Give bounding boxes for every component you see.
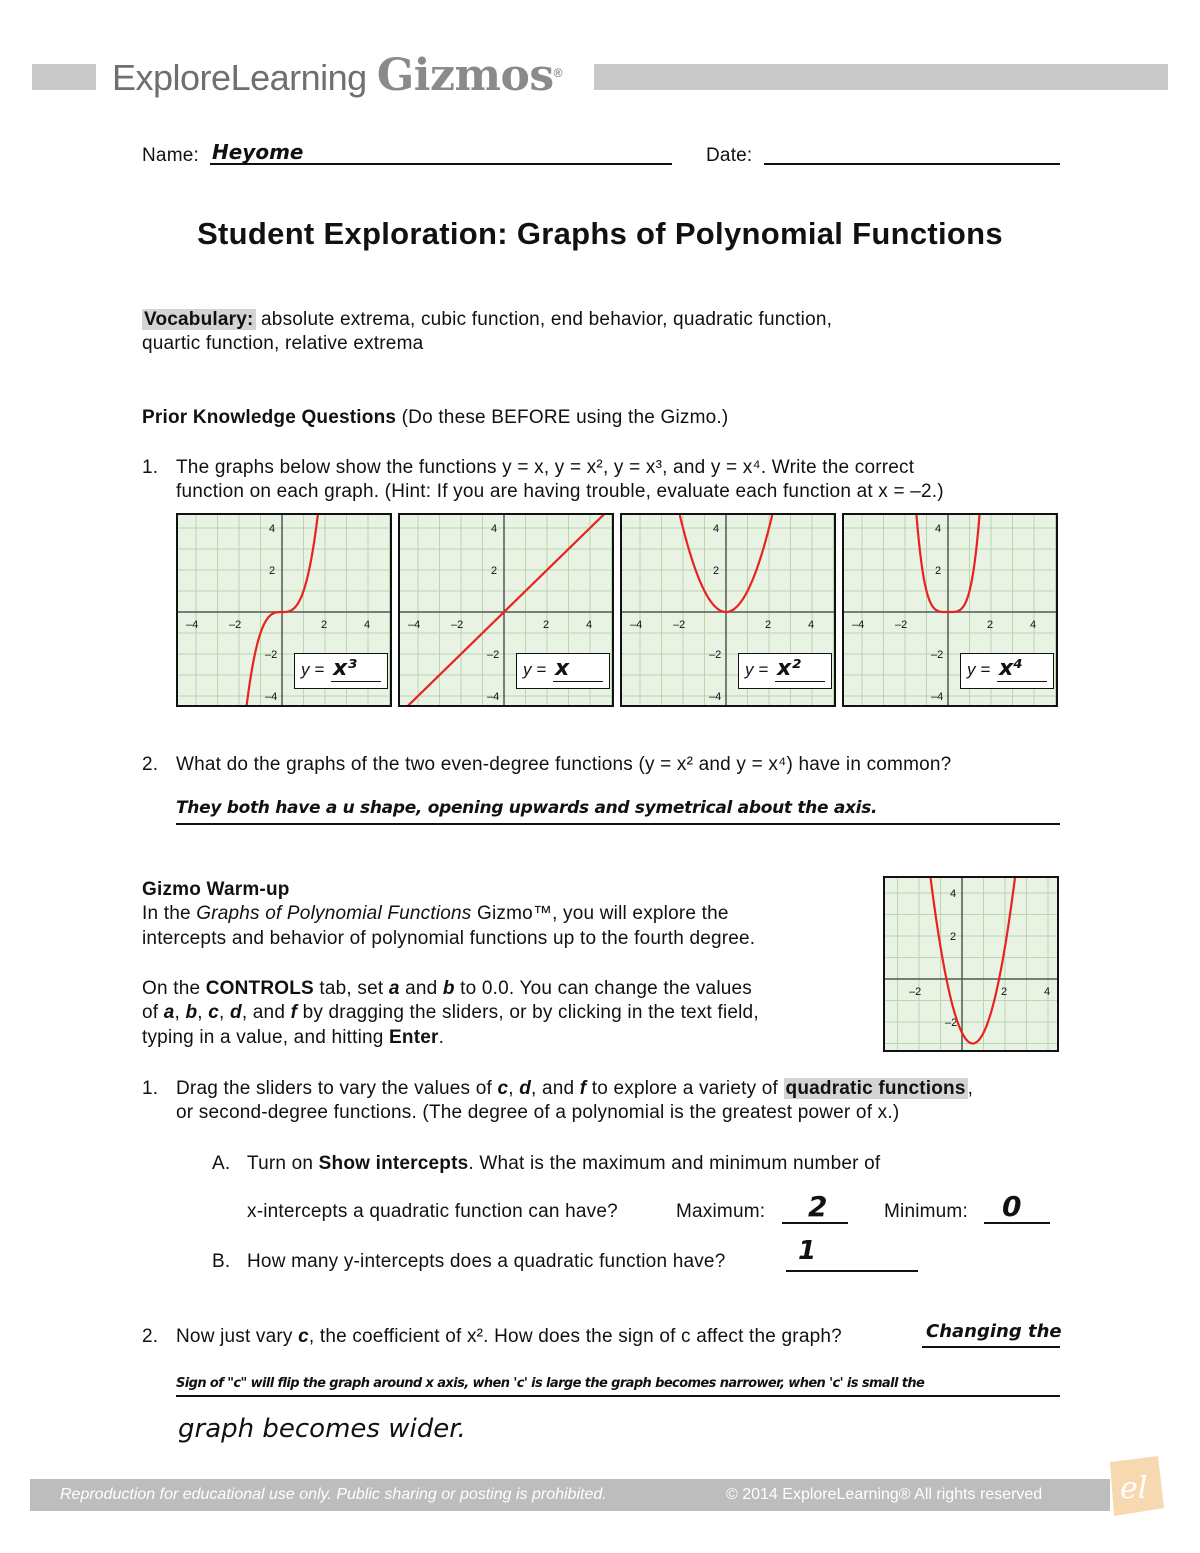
min-label: Minimum: <box>884 1201 968 1222</box>
answer-box <box>738 653 832 689</box>
gizmo-name: Graphs of Polynomial Functions <box>196 903 472 924</box>
wq2-line2 <box>176 1395 1060 1397</box>
explorelearning-logo-icon <box>1100 1452 1168 1520</box>
q1-num: 1. <box>142 457 159 478</box>
vocab-line1: absolute extrema, cubic function, end behavior, quadratic function, <box>255 309 833 330</box>
tick-label: 4 <box>1030 619 1037 631</box>
var-c: c <box>208 1002 220 1023</box>
wq1-line2: or second-degree functions. (The degree of a polynomial is the greatest power of x.) <box>176 1102 900 1123</box>
wq1-num: 1. <box>142 1078 159 1099</box>
wq1-b: to explore a variety of <box>586 1078 784 1099</box>
tick-label: 4 <box>713 523 720 535</box>
tick-label: 2 <box>321 619 328 631</box>
var-a-2: a <box>163 1002 175 1023</box>
quadratic-highlight: quadratic functions <box>785 1078 966 1099</box>
tick-label: –2 <box>709 649 722 661</box>
p2-and: and <box>399 978 443 999</box>
qB-letter: B. <box>212 1251 231 1272</box>
answer-label: y = <box>967 660 991 679</box>
p2-a: On the <box>142 978 206 999</box>
brand-gizmos: Gizmos <box>376 50 554 101</box>
tick-label: 2 <box>543 619 550 631</box>
var-d: d <box>230 1002 242 1023</box>
answer-box <box>516 653 610 689</box>
answer-value: x <box>555 656 570 681</box>
qB-line <box>786 1270 918 1272</box>
tick-label: 2 <box>269 565 276 577</box>
graph-panel <box>398 513 614 707</box>
tick-label: –2 <box>673 619 686 631</box>
var-b: b <box>442 978 455 999</box>
tick-label: –4 <box>709 691 722 703</box>
answer-value: x³ <box>333 656 357 681</box>
qB-text: How many y-intercepts does a quadratic function have? <box>247 1251 726 1272</box>
warmup-graph-svg <box>885 878 1057 1050</box>
name-value: Heyome <box>212 140 304 164</box>
tick-label: –4 <box>265 691 278 703</box>
name-label: Name: <box>142 145 199 166</box>
header-bar-left <box>32 64 96 90</box>
answer-box <box>960 653 1054 689</box>
wq2-answer-l2: Sign of "c" will flip the graph around x axis, when 'c' is large the graph becomes narrower, when 'c' is small the <box>176 1376 925 1391</box>
q2-answer: They both have a u shape, opening upwards and symetrical about the axis. <box>176 798 878 818</box>
header-bar-right <box>594 64 1168 90</box>
tick-label: –2 <box>487 649 500 661</box>
var-a: a <box>388 978 400 999</box>
var-b-2: b <box>185 1002 198 1023</box>
prior-note: (Do these BEFORE using the Gizmo.) <box>396 407 729 428</box>
brand-explore: ExploreLearning <box>112 57 367 98</box>
qA-c: . What is the maximum and minimum number of <box>468 1153 881 1174</box>
tick-label: 2 <box>491 565 498 577</box>
date-label: Date: <box>706 145 753 166</box>
p2-d: to 0.0. You can change the values <box>454 978 752 999</box>
tick-label: –2 <box>265 649 278 661</box>
enter-word: Enter <box>389 1027 439 1048</box>
min-line <box>984 1222 1050 1224</box>
wq1-d: d <box>519 1078 532 1099</box>
wq1-a: Drag the sliders to vary the values of <box>176 1078 498 1099</box>
tick-label: –2 <box>931 649 944 661</box>
answer-label: y = <box>523 660 547 679</box>
answer-box <box>294 653 388 689</box>
tick-label: 4 <box>808 619 815 631</box>
wq1-f: f <box>579 1078 587 1099</box>
tick-label: –2 <box>909 986 922 998</box>
wq2-line1 <box>922 1346 1060 1348</box>
controls-word: CONTROLS <box>205 978 314 999</box>
tick-label: 4 <box>935 523 942 535</box>
vocab-label: Vocabulary: <box>144 309 254 330</box>
warmup-p1-c: Gizmo™, you will explore the <box>471 903 729 924</box>
graph-panel <box>842 513 1058 707</box>
warmup-p2-line1 <box>142 977 752 1001</box>
tick-label: 2 <box>1001 986 1008 998</box>
max-line <box>782 1222 848 1224</box>
answer-underline <box>331 681 381 682</box>
tick-label: 2 <box>987 619 994 631</box>
q2-num: 2. <box>142 754 159 775</box>
wq2-c: c <box>298 1326 309 1347</box>
q2-answer-line <box>176 823 1060 825</box>
var-f: f <box>290 1002 298 1023</box>
wq2-answer-l3: graph becomes wider. <box>178 1414 466 1444</box>
reg-mark: ® <box>553 66 562 80</box>
qA-line1 <box>247 1152 880 1176</box>
wq2-a: Now just vary <box>176 1326 299 1347</box>
q1-line1: The graphs below show the functions y = x, y = x², y = x³, and y = x⁴. Write the correct <box>176 457 915 478</box>
wq2-text <box>176 1325 842 1349</box>
p2-c: tab, set <box>313 978 389 999</box>
tick-label: 2 <box>950 931 957 943</box>
graph-panel <box>176 513 392 707</box>
footer-copyright: © 2014 ExploreLearning® All rights reserved <box>726 1486 1043 1503</box>
name-line <box>210 163 672 165</box>
tick-label: –2 <box>895 619 908 631</box>
graph-panel <box>620 513 836 707</box>
answer-underline <box>997 681 1047 682</box>
qA-a: Turn on <box>247 1153 319 1174</box>
wq2-rest: , the coefficient of x². How does the sign of c affect the graph? <box>308 1326 842 1347</box>
warmup-graph-panel <box>883 876 1059 1052</box>
wq2-num: 2. <box>142 1326 159 1347</box>
tick-label: –4 <box>408 619 421 631</box>
p2l3-c: . <box>438 1027 445 1048</box>
date-line <box>764 163 1060 165</box>
vocabulary <box>142 308 832 332</box>
max-answer: 2 <box>808 1190 828 1223</box>
tick-label: 4 <box>586 619 593 631</box>
wq2-answer-l1: Changing the <box>926 1321 1062 1342</box>
wq1-c: c <box>497 1078 509 1099</box>
tick-label: –4 <box>852 619 865 631</box>
tick-label: 2 <box>713 565 720 577</box>
tick-label: –2 <box>451 619 464 631</box>
svg-text:el: el <box>1120 1471 1148 1506</box>
answer-value: x⁴ <box>999 656 1023 681</box>
warmup-p1-line2: intercepts and behavior of polynomial functions up to the fourth degree. <box>142 928 756 949</box>
tick-label: –2 <box>945 1017 958 1029</box>
p2l2-rest: by dragging the sliders, or by clicking in the text field, <box>297 1002 759 1023</box>
answer-label: y = <box>301 660 325 679</box>
answer-value: x² <box>777 656 801 681</box>
warmup-p1-line1 <box>142 902 729 926</box>
tick-label: 4 <box>950 888 957 900</box>
tick-label: –4 <box>186 619 199 631</box>
tick-label: 2 <box>935 565 942 577</box>
tick-label: 4 <box>491 523 498 535</box>
footer-notice: Reproduction for educational use only. Public sharing or posting is prohibited. <box>60 1486 607 1503</box>
answer-label: y = <box>745 660 769 679</box>
warmup-p2-line3 <box>142 1026 444 1050</box>
page-title: Student Exploration: Graphs of Polynomial Functions <box>197 216 1003 251</box>
brand-logo <box>112 50 562 101</box>
p2l3-a: typing in a value, and hitting <box>142 1027 390 1048</box>
min-answer: 0 <box>1002 1190 1022 1223</box>
p2l2-of: of <box>142 1002 164 1023</box>
answer-underline <box>553 681 603 682</box>
qA-letter: A. <box>212 1153 231 1174</box>
tick-label: 4 <box>269 523 276 535</box>
tick-label: –2 <box>229 619 242 631</box>
q1-line2: function on each graph. (Hint: If you are having trouble, evaluate each function at x = –2.) <box>176 481 944 502</box>
prior-heading <box>142 406 728 430</box>
vocab-line2: quartic function, relative extrema <box>142 333 424 354</box>
tick-label: 4 <box>1044 986 1051 998</box>
warmup-p1-a: In the <box>142 903 197 924</box>
tick-label: –4 <box>630 619 643 631</box>
prior-title: Prior Knowledge Questions <box>142 407 397 428</box>
max-label: Maximum: <box>676 1201 766 1222</box>
function-curve <box>885 878 1057 1043</box>
wq1-line1: Drag the sliders to vary the values of c, d, and f to explore a variety of quadratic functions , <box>176 1078 974 1099</box>
tick-label: 2 <box>765 619 772 631</box>
warmup-heading: Gizmo Warm-up <box>142 879 290 900</box>
warmup-p2-line2: of a, b, c, d, and f by dragging the sliders, or by clicking in the text field, <box>142 1002 759 1023</box>
function-curve <box>622 515 834 612</box>
tick-label: –4 <box>487 691 500 703</box>
answer-underline <box>775 681 825 682</box>
show-intercepts: Show intercepts <box>318 1153 469 1174</box>
tick-label: –4 <box>931 691 944 703</box>
tick-label: 4 <box>364 619 371 631</box>
q2-text: What do the graphs of the two even-degree functions (y = x² and y = x⁴) have in common? <box>176 754 952 775</box>
qB-answer: 1 <box>798 1236 817 1266</box>
qA-line2: x-intercepts a quadratic function can have? <box>247 1201 618 1222</box>
function-curve <box>844 515 1056 612</box>
